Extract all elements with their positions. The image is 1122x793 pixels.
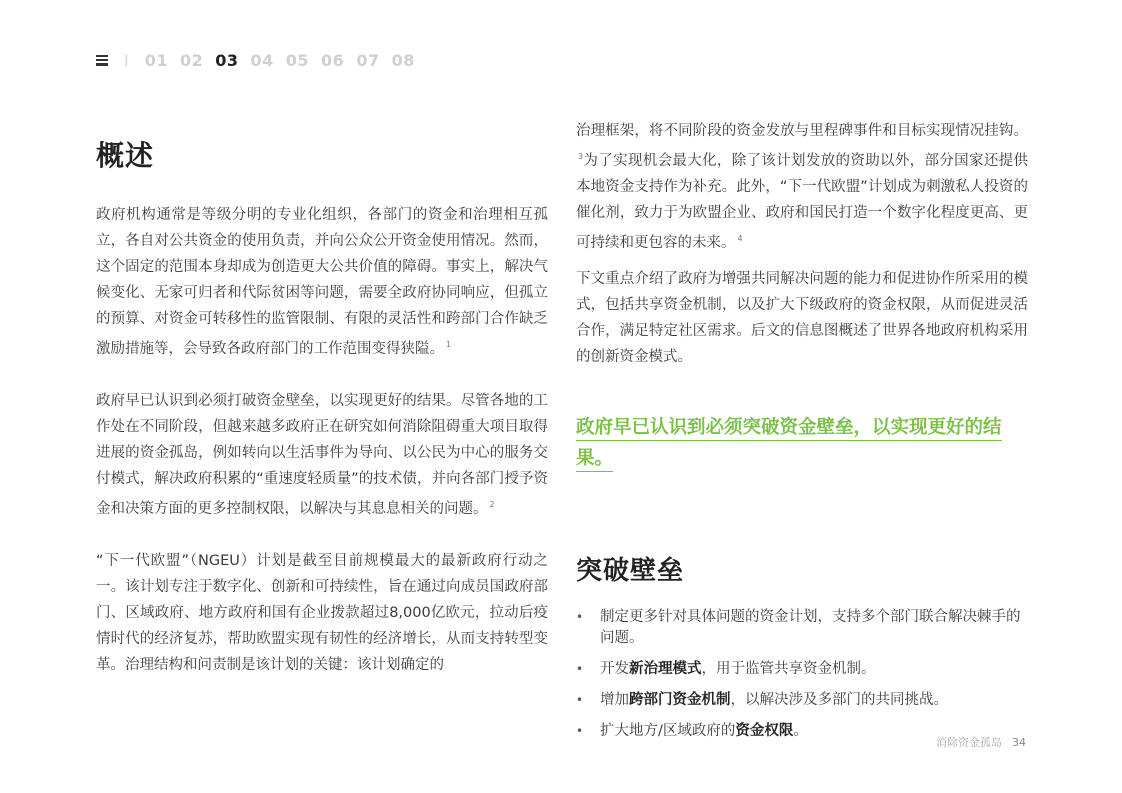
bullet-pre: 增加 [600,691,629,708]
paragraph-4-text-a: 治理框架，将不同阶段的资金发放与里程碑事件和目标实现情况挂钩。 [576,123,1028,139]
bullet-post: ，以解决涉及多部门的共同挑战。 [730,691,948,708]
paragraph-2 [96,388,548,522]
bullet-bold: 资金权限 [735,722,794,739]
left-column [96,110,548,704]
paragraph-4 [576,118,1028,256]
pull-quote-text: 政府早已认识到必须突破资金壁垒，以实现更好的结果。 [576,417,1002,472]
bullet-pre: 开发 [600,660,629,677]
nav-section-08[interactable]: 08 [391,50,415,70]
nav-section-01[interactable]: 01 [144,50,168,70]
page-footer [936,734,1026,750]
right-column [576,118,1028,752]
footnote-ref-1: 1 [446,340,452,349]
nav-separator: I [124,50,129,70]
bullet-text: 制定更多针对具体问题的资金计划，支持多个部门联合解决棘手的问题。 [600,608,1021,646]
bullet-list [576,607,1028,742]
section-nav [96,50,427,70]
footnote-ref-3: 3 [578,152,584,161]
footnote-ref-2: 2 [489,499,495,509]
paragraph-4-text-b: 为了实现机会最大化，除了该计划发放的资助以外，部分国家还提供本地资金支持作为补充。此外，“下一代欧盟”计划成为刺激私人投资的催化剂，致力于为欧盟企业、政府和国民打造一个数字化程度更高、更可持续和更包容的未来。 [576,152,1028,251]
footer-title: 消除资金孤岛 [936,736,1002,749]
paragraph-1 [96,202,548,362]
bullet-item [576,607,1028,649]
nav-section-05[interactable]: 05 [285,50,310,70]
section-heading: 突破壁垒 [576,555,685,586]
pull-quote [576,412,1028,474]
nav-section-06[interactable]: 06 [321,50,345,70]
paragraph-1-text: 政府机构通常是等级分明的专业化组织，各部门的资金和治理相互孤立，各自对公共资金的使用负责，并向公众公开资金使用情况。然而，这个固定的范围本身却成为创造更大公共价值的障碍。事实上，解决气候变化、无家可归者和代际贫困等问题，需要全政府协同响应，但孤立的预算、对资金可转移性的监管限制、有限的灵活性和跨部门合作缺乏激励措施等，会导致各政府部门的工作范围变得狭隘。 [96,207,548,357]
nav-section-03[interactable]: 03 [215,50,239,70]
hamburger-menu-icon[interactable] [96,55,108,66]
paragraph-3: “下一代欧盟”（NGEU）计划是截至目前规模最大的最新政府行动之一。该计划专注于数字化、创新和可持续性，旨在通过向成员国政府部门、区域政府、地方政府和国有企业拨款超过8,000亿欧元，拉动后疫情时代的经济复苏，帮助欧盟实现有韧性的经济增长，从而支持转型变革。治理结构和问责制是该计划的关键：该计划确定的 [96,552,548,673]
bullet-post: ，用于监管共享资金机制。 [701,660,876,677]
page-number: 34 [1012,736,1026,749]
bullet-bold: 跨部门资金机制 [629,691,731,708]
bullet-item [576,659,1028,680]
bullet-post: 。 [793,722,808,739]
paragraph-2-text: 政府早已认识到必须打破资金壁垒，以实现更好的结果。尽管各地的工作处在不同阶段，但越来越多政府正在研究如何消除阻碍重大项目取得进展的资金孤岛，例如转向以生活事件为导向、以公民为中心的服务交付模式，解决政府积累的“重速度轻质量”的技术债，并向各部门授予资金和决策方面的更多控制权限，以解决与其息息相关的问题。 [96,392,548,517]
bullet-item [576,690,1028,711]
bullet-pre: 扩大地方/区域政府的 [600,722,736,739]
nav-section-02[interactable]: 02 [179,50,204,70]
page-title: 概述 [96,139,155,172]
nav-section-07[interactable]: 07 [356,50,380,70]
footnote-ref-4: 4 [737,233,743,243]
nav-section-04[interactable]: 04 [250,50,274,70]
paragraph-5: 下文重点介绍了政府为增强共同解决问题的能力和促进协作所采用的模式，包括共享资金机制，以及扩大下级政府的资金权限，从而促进灵活合作，满足特定社区需求。后文的信息图概述了世界各地政府机构采用的创新资金模式。 [576,270,1028,365]
bullet-bold: 新治理模式 [629,660,702,677]
